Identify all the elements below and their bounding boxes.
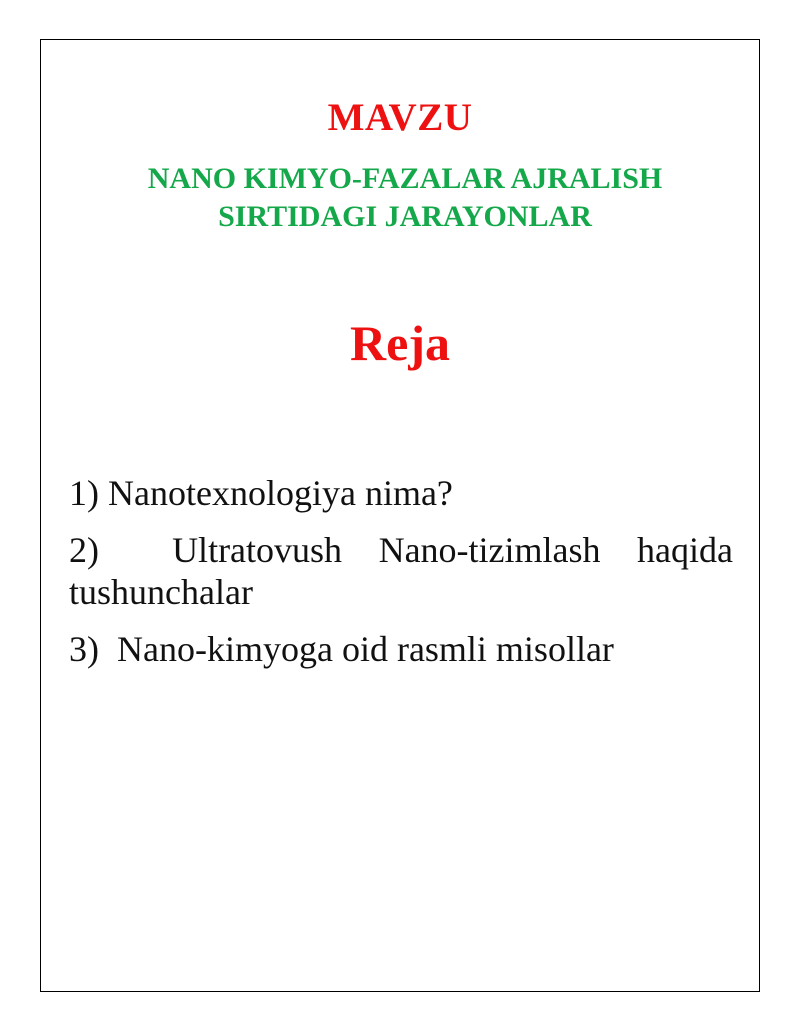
plan-item-number: 3) (69, 629, 99, 669)
plan-item-text: Ultratovush Nano-tizimlash haqida (172, 530, 733, 570)
plan-item-2 (69, 529, 733, 613)
plan-item-3 (69, 628, 733, 670)
topic-title (60, 160, 750, 236)
plan-item-1 (69, 472, 733, 514)
topic-title-line-2: SIRTIDAGI JARAYONLAR (218, 200, 592, 233)
plan-item-text: Nano-kimyoga oid rasmli misollar (108, 629, 614, 669)
plan-item-2-line-2: tushunchalar (69, 572, 253, 612)
plan-item-number: 2) (69, 530, 99, 570)
topic-label: MAVZU (327, 96, 473, 139)
plan-item-text: Nanotexnologiya nima? (108, 473, 453, 513)
plan-item-number: 1) (69, 473, 99, 513)
plan-item-2-line-1 (69, 529, 733, 571)
plan-list (69, 472, 733, 685)
topic-title-line-1: NANO KIMYO-FAZALAR AJRALISH (147, 162, 663, 195)
plan-heading: Reja (350, 315, 450, 371)
